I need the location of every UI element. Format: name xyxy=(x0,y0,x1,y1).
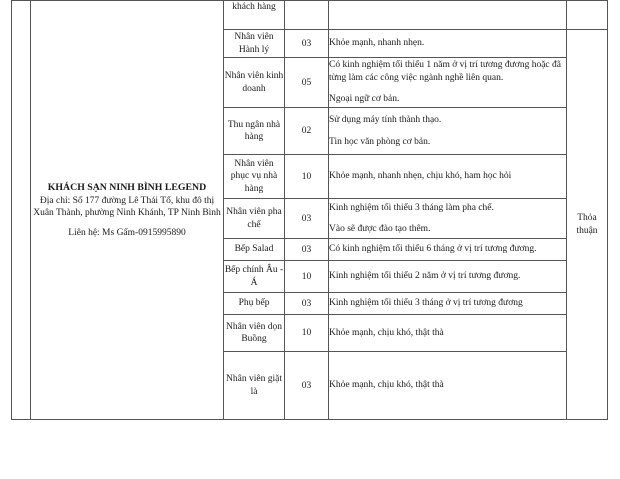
requirement-text: Khỏe mạnh, chịu khó, thật thà xyxy=(329,380,444,391)
requirement-text: Kinh nghiệm tối thiểu 2 năm ở vị trí tương đương. xyxy=(329,271,521,282)
index-cell xyxy=(12,1,31,420)
position-requirements xyxy=(329,352,567,420)
position-title: Bếp chính Âu - Á xyxy=(224,261,285,293)
position-requirements xyxy=(329,261,567,293)
position-requirements xyxy=(329,199,567,239)
position-quantity: 10 xyxy=(285,155,329,199)
requirement-text: Vào sẽ được đào tạo thêm. xyxy=(329,224,431,234)
position-requirements xyxy=(329,58,567,108)
position-quantity: 03 xyxy=(285,199,329,239)
position-quantity: 10 xyxy=(285,315,329,352)
requirement-text: Khỏe mạnh, nhanh nhẹn. xyxy=(329,38,425,49)
position-requirements xyxy=(329,1,567,30)
requirement-text: Có kinh nghiệm tối thiểu 1 năm ở vị trí tương đương hoặc đã từng làm các công việc ngành nghề liên quan. xyxy=(329,60,561,83)
salary-cell: Thỏa thuận xyxy=(567,30,608,420)
position-title: khách hàng xyxy=(224,1,285,30)
position-requirements xyxy=(329,30,567,58)
requirement-text: Kinh nghiệm tối thiểu 3 tháng làm pha chế. xyxy=(329,202,494,213)
position-quantity: 05 xyxy=(285,58,329,108)
requirement-text: Ngoại ngữ cơ bản. xyxy=(329,94,400,105)
position-quantity: 03 xyxy=(285,239,329,261)
requirement-text: Sử dụng máy tính thành thạo. xyxy=(329,115,442,125)
position-quantity: 02 xyxy=(285,108,329,155)
requirement-text: Khỏe mạnh, nhanh nhẹn, chịu khó, ham học hỏi xyxy=(329,171,512,182)
position-title: Bếp Salad xyxy=(224,239,285,261)
position-requirements xyxy=(329,293,567,315)
position-quantity: 03 xyxy=(285,293,329,315)
requirement-text: Kinh nghiệm tối thiểu 3 tháng ở vị trí tương đương xyxy=(329,298,523,309)
employer-address: Địa chỉ: Số 177 đường Lê Thái Tổ, khu đô thị Xuân Thành, phường Ninh Khánh, TP Ninh Bình xyxy=(33,195,221,218)
position-requirements xyxy=(329,155,567,199)
position-title: Nhân viên pha chế xyxy=(224,199,285,239)
table-row xyxy=(12,1,608,30)
employer-name: KHÁCH SẠN NINH BÌNH LEGEND xyxy=(47,181,207,193)
position-requirements xyxy=(329,239,567,261)
position-quantity: 03 xyxy=(285,352,329,420)
employer-contact: Liên hệ: Ms Gấm-0915995890 xyxy=(68,227,186,238)
position-quantity: 10 xyxy=(285,261,329,293)
job-listing-table xyxy=(11,0,608,420)
position-title: Nhân viên phục vụ nhà hàng xyxy=(224,155,285,199)
position-quantity: 03 xyxy=(285,30,329,58)
position-quantity xyxy=(285,1,329,30)
position-title: Thu ngân nhà hàng xyxy=(224,108,285,155)
requirement-text: Khỏe mạnh, chịu khó, thật thà xyxy=(329,327,444,338)
position-requirements xyxy=(329,315,567,352)
position-title: Nhân viên kinh doanh xyxy=(224,58,285,108)
position-title: Nhân viên Hành lý xyxy=(224,30,285,58)
employer-cell xyxy=(31,1,224,420)
position-title: Nhân viên giặt là xyxy=(224,352,285,420)
position-title: Nhân viên dọn Buồng xyxy=(224,315,285,352)
requirement-text: Có kinh nghiệm tối thiểu 6 tháng ở vị trí tương đương. xyxy=(329,244,537,255)
salary-cell xyxy=(567,1,608,30)
position-title: Phụ bếp xyxy=(224,293,285,315)
requirement-text: Tin học văn phòng cơ bản. xyxy=(329,136,431,147)
position-requirements xyxy=(329,108,567,155)
